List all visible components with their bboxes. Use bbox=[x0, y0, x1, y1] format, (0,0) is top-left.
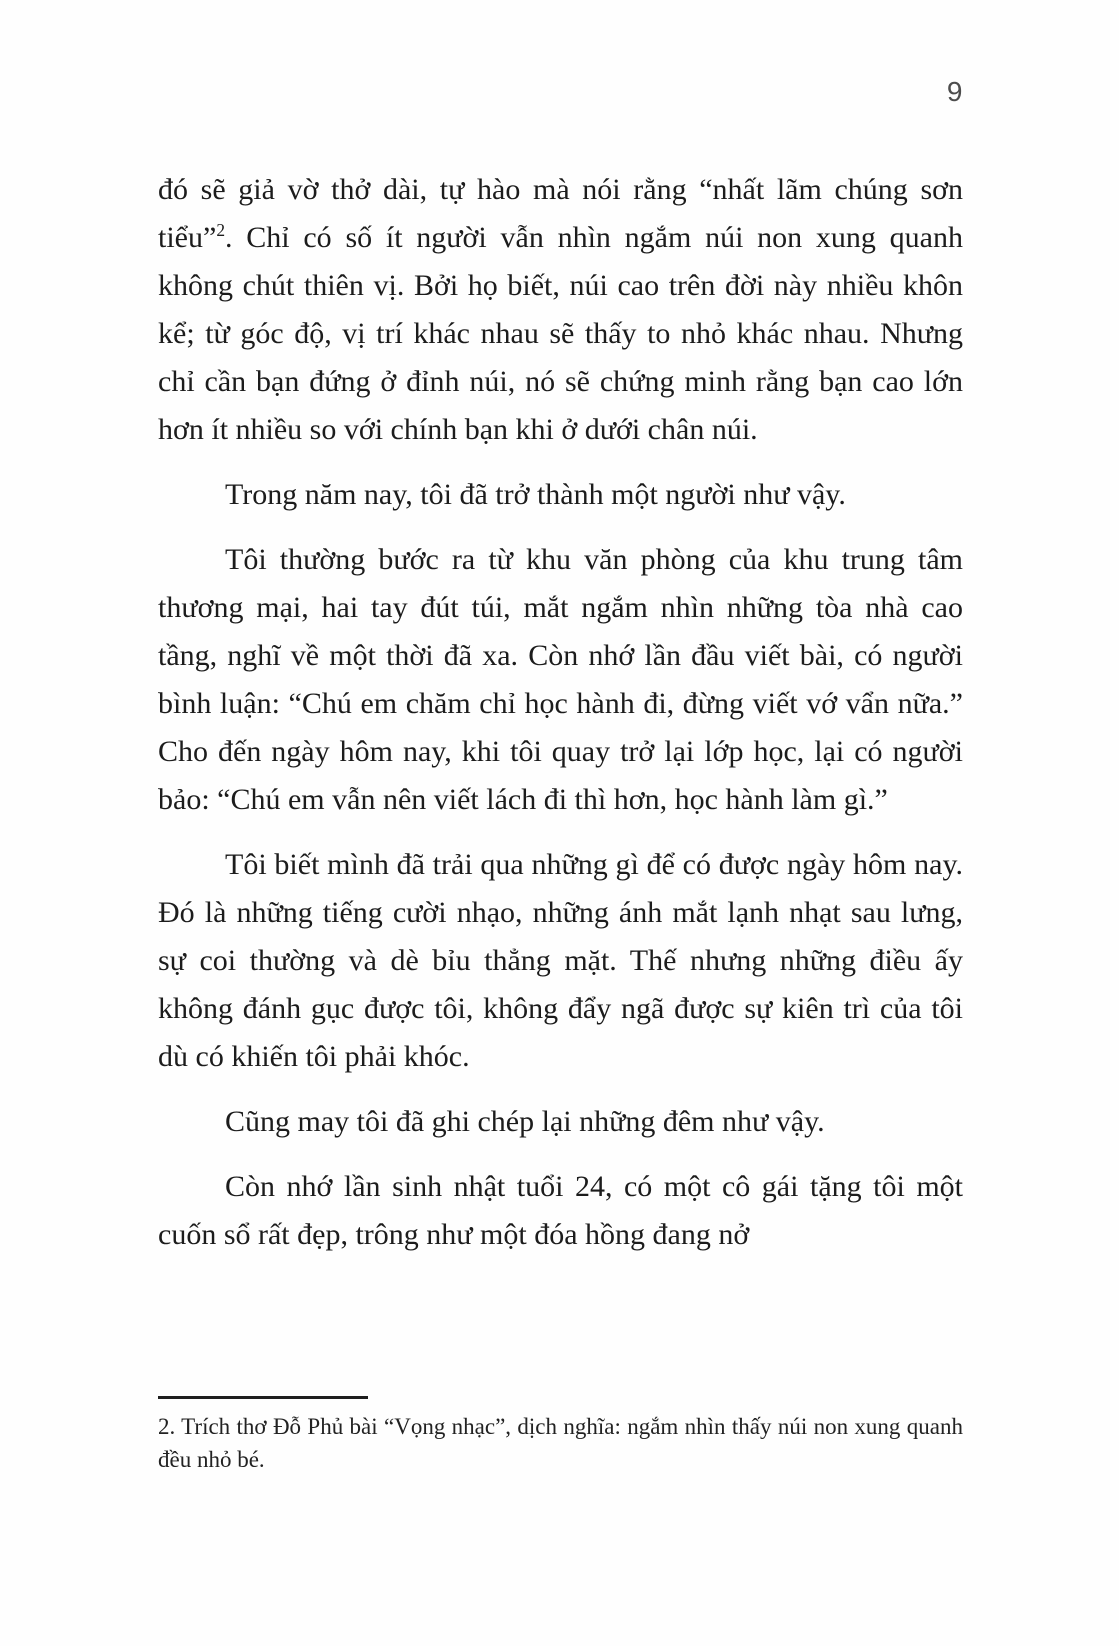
paragraph: Tôi thường bước ra từ khu văn phòng của khu trung tâm thương mại, hai tay đút túi, mắt ngắm nhìn những tòa nhà cao tầng, nghĩ về một thời đã xa. Còn nhớ lần đầu viết bài, có người bình luận: “Chú em chăm chỉ học hành đi, đừng viết vớ vẩn nữa.” Cho đến ngày hôm nay, khi tôi quay trở lại lớp học, lại có người bảo: “Chú em vẫn nên viết lách đi thì hơn, học hành làm gì.” bbox=[158, 543, 963, 816]
paragraph-continuation bbox=[158, 166, 963, 454]
paragraph-text: đó sẽ giả vờ thở dài, tự hào mà nói rằng “nhất lãm chúng sơn tiểu” bbox=[158, 173, 963, 254]
footnote-reference-marker: 2 bbox=[216, 220, 226, 240]
paragraph: Còn nhớ lần sinh nhật tuổi 24, có một cô gái tặng tôi một cuốn sổ rất đẹp, trông như một đóa hồng đang nở bbox=[158, 1170, 963, 1251]
footnote-divider-rule bbox=[158, 1396, 368, 1399]
body-text bbox=[158, 166, 963, 1276]
footnote bbox=[158, 1396, 963, 1476]
paragraph-text: . Chỉ có số ít người vẫn nhìn ngắm núi non xung quanh không chút thiên vị. Bởi họ biết, núi cao trên đời này nhiều khôn kể; từ góc độ, vị trí khác nhau sẽ thấy to nhỏ khác nhau. Nhưng chỉ cần bạn đứng ở đỉnh núi, nó sẽ chứng minh rằng bạn cao lớn hơn ít nhiều so với chính bạn khi ở dưới chân núi. bbox=[158, 221, 963, 446]
footnote-text: 2. Trích thơ Đỗ Phủ bài “Vọng nhạc”, dịch nghĩa: ngắm nhìn thấy núi non xung quanh đều nhỏ bé. bbox=[158, 1414, 963, 1472]
paragraph: Cũng may tôi đã ghi chép lại những đêm như vậy. bbox=[225, 1105, 825, 1138]
page-number: 9 bbox=[946, 76, 963, 107]
paragraph: Trong năm nay, tôi đã trở thành một người như vậy. bbox=[225, 478, 846, 511]
paragraph: Tôi biết mình đã trải qua những gì để có được ngày hôm nay. Đó là những tiếng cười nhạo, những ánh mắt lạnh nhạt sau lưng, sự coi thường và dè bỉu thẳng mặt. Thế nhưng những điều ấy không đánh gục được tôi, không đẩy ngã được sự kiên trì của tôi dù có khiến tôi phải khóc. bbox=[158, 848, 963, 1073]
